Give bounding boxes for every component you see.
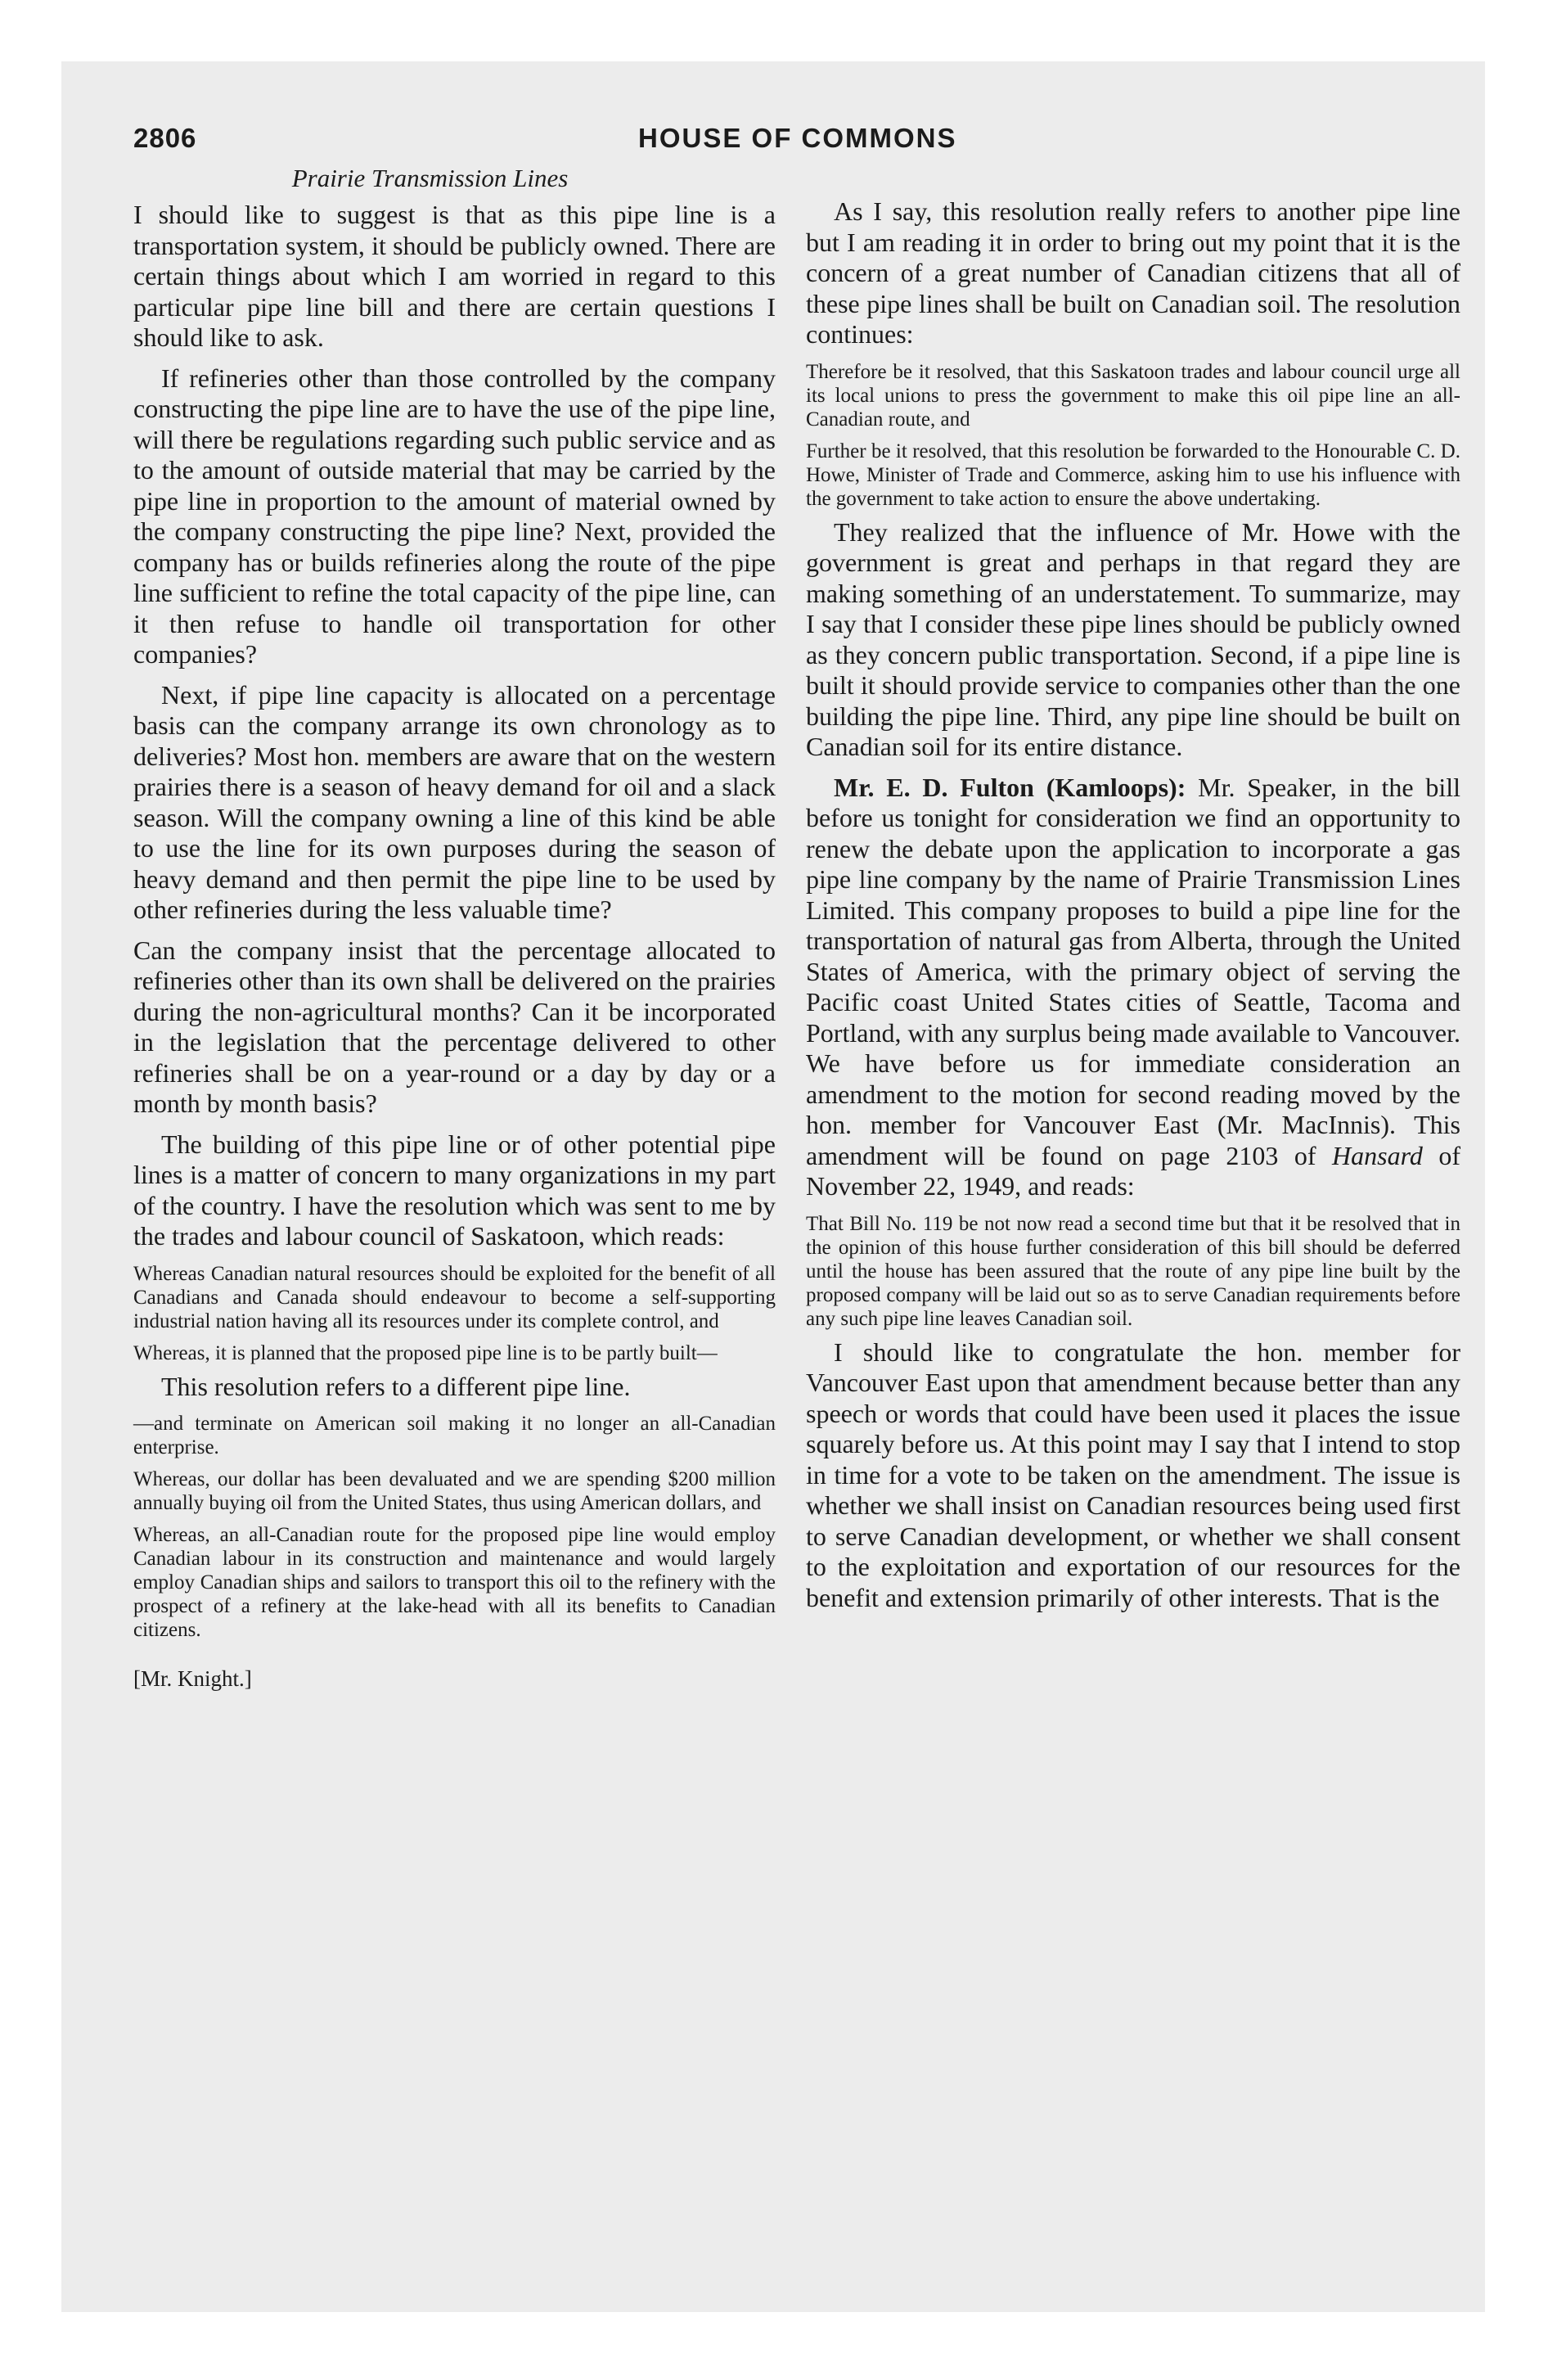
- left-column: [133, 164, 776, 1692]
- quoted-resolution: Whereas, our dollar has been devaluated and we are spending $200 million annually buying oil from the United States, thus using American dollars, and: [133, 1468, 776, 1514]
- quoted-resolution: —and terminate on American soil making it no longer an all-Canadian enterprise.: [133, 1413, 776, 1458]
- right-column: [806, 196, 1460, 1623]
- quoted-resolution: Whereas Canadian natural resources should be exploited for the benefit of all Canadians and Canada should endeavour to become a self-supporting industrial nation having all its resources under its complete control, and: [133, 1262, 776, 1332]
- paragraph: I should like to suggest is that as this pipe line is a transportation system, it should be publicly owned. There are certain things about which I am worried in regard to this particular pipe line bill and there are certain questions I should like to ask.: [133, 200, 776, 352]
- speaker-note: [Mr. Knight.]: [133, 1666, 252, 1691]
- speaker-name: Mr. E. D. Fulton (Kamloops):: [834, 772, 1186, 802]
- quoted-resolution: Therefore be it resolved, that this Saskatoon trades and labour council urge all its local unions to press the government to make this oil pipe line an all-Canadian route, and: [806, 360, 1460, 430]
- quoted-resolution: Further be it resolved, that this resolution be forwarded to the Honourable C. D. Howe, Minister of Trade and Commerce, asking him to use his influence with the government to take action to ensure the above undertaking.: [806, 439, 1460, 510]
- paragraph: This resolution refers to a different pipe line.: [161, 1371, 631, 1401]
- running-head: Prairie Transmission Lines: [291, 164, 569, 192]
- page-number: 2806: [133, 123, 197, 153]
- speech-paragraph: [806, 773, 1460, 1202]
- paragraph: The building of this pipe line or of other potential pipe lines is a matter of concern to many organizations in my part of the country. I have the resolution which was sent to me by the trades and labour council of Saskatoon, which reads:: [133, 1129, 776, 1251]
- quoted-amendment: That Bill No. 119 be not now read a second time but that it be resolved that in the opinion of this house further consideration of this bill should be deferred until the house has been assured that the route of any pipe line built by the proposed company will be laid out so as to serve Canadian requirements before any such pipe line leaves Canadian soil.: [806, 1212, 1460, 1330]
- paragraph: I should like to congratulate the hon. member for Vancouver East upon that amendment because better than any speech or words that could have been used it places the issue squarely before us. At this point may I say that I intend to stop in time for a vote to be taken on the amendment. The issue is whether we shall insist on Canadian resources being used first to serve Canadian development, or whether we shall consent to the exploitation and exportation of our resources for the benefit and extension primarily of other interests. That is the: [806, 1336, 1460, 1612]
- paragraph: They realized that the influence of Mr. Howe with the government is great and perhaps in that regard they are making something of an understatement. To summarize, may I say that I consider these pipe lines should be publicly owned as they concern public transportation. Second, if a pipe line is built it should provide service to companies other than the one building the pipe line. Third, any pipe line should be built on Canadian soil for its entire distance.: [806, 516, 1460, 761]
- speech-text-tail: of November 22, 1949, and reads:: [806, 1140, 1461, 1201]
- paragraph: As I say, this resolution really refers to another pipe line but I am reading it in order to bring out my point that it is the concern of a great number of Canadian citizens that all of these pipe lines shall be built on Canadian soil. The resolution continues:: [806, 196, 1460, 349]
- paragraph: Can the company insist that the percentage allocated to refineries other than its own shall be delivered on the prairies during the non-agricultural months? Can it be incorporated in the legislation that the percentage delivered to other refineries shall be on a year-round or a day by day or a month by month basis?: [133, 935, 776, 1118]
- speech-text: Mr. Speaker, in the bill before us tonight for consideration we find an opportunity to renew the debate upon the application to incorporate a gas pipe line company by the name of Prairie Transmission Lines Limited. This company proposes to build a pipe line for the transportation of natural gas from Alberta, through the United States of America, with the primary object of serving the Pacific coast United States cities of Seattle, Tacoma and Portland, with any surplus being made available to Vancouver. We have before us for immediate consideration an amendment to the motion for second reading moved by the hon. member for Vancouver East (Mr. MacInnis). This amendment will be found on page 2103 of: [806, 772, 1461, 1170]
- page-header-title: HOUSE OF COMMONS: [638, 123, 957, 153]
- quoted-resolution: Whereas, an all-Canadian route for the proposed pipe line would employ Canadian labour in its construction and maintenance and would largely employ Canadian ships and sailors to transport this oil to the refinery with the prospect of a refinery at the lake-head with all its benefits to Canadian citizens.: [133, 1524, 776, 1641]
- hansard-title: Hansard: [1332, 1140, 1423, 1170]
- paragraph: Next, if pipe line capacity is allocated on a percentage basis can the company arrange its own chronology as to deliveries? Most hon. members are aware that on the western prairies there is a season of heavy demand for oil and a slack season. Will the company owning a line of this kind be able to use the line for its own purposes during the season of heavy demand and then permit the pipe line to be used by other refineries during the less valuable time?: [133, 679, 776, 924]
- quoted-resolution: Whereas, it is planned that the proposed pipe line is to be partly built—: [133, 1341, 718, 1364]
- paragraph: If refineries other than those controlled by the company constructing the pipe line are to have the use of the pipe line, will there be regulations regarding such public service and as to the amount of outside material that may be carried by the pipe line in proportion to the amount of material owned by the company constructing the pipe line? Next, provided the company has or builds refineries along the route of the pipe line sufficient to refine the total capacity of the pipe line, can it then refuse to handle oil transportation for other companies?: [133, 363, 776, 669]
